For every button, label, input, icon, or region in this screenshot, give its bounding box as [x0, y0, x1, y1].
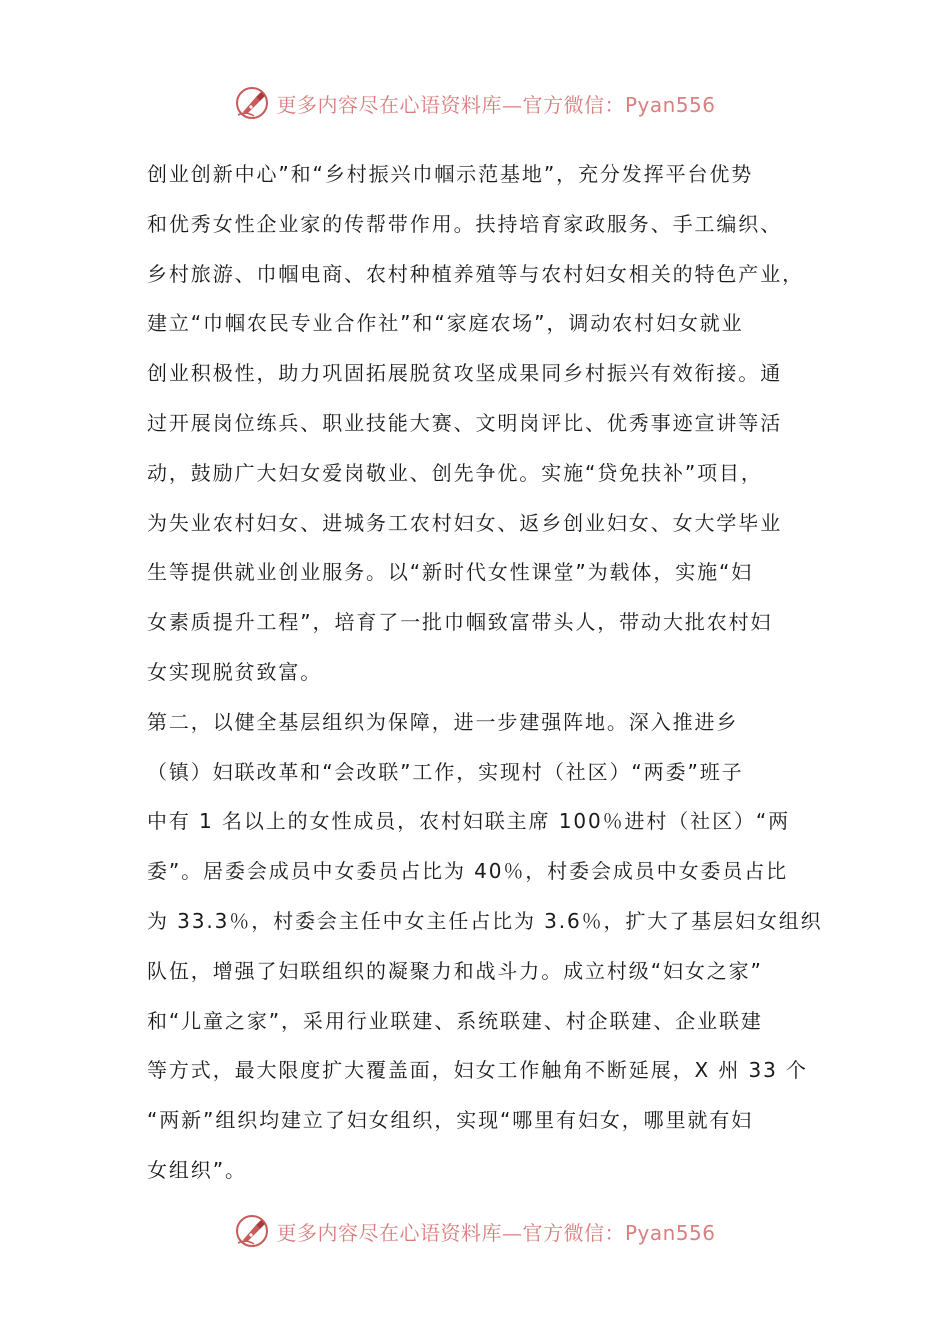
footer-wechat-id: Pyan556: [624, 1220, 716, 1245]
body-line: 队伍，增强了妇联组织的凝聚力和战斗力。成立村级“妇女之家”: [147, 958, 763, 983]
body-line: 女组织”。: [147, 1157, 247, 1182]
body-line: 女实现脱贫致富。: [147, 659, 323, 684]
body-line: 乡村旅游、巾帼电商、农村种植养殖等与农村妇女相关的特色产业，: [147, 261, 804, 286]
body-line: 等方式，最大限度扩大覆盖面，妇女工作触角不断延展，X 州 33 个: [147, 1058, 808, 1083]
body-line: 第二，以健全基层组织为保障，进一步建强阵地。深入推进乡: [147, 709, 739, 734]
footer-banner: [0, 1211, 950, 1251]
document-body: [147, 150, 823, 1196]
body-line: “两新”组织均建立了妇女组织，实现“哪里有妇女，哪里就有妇: [147, 1108, 754, 1133]
body-line: （镇）妇联改革和“会改联”工作，实现村（社区）“两委”班子: [147, 759, 744, 784]
body-line: 中有 1 名以上的女性成员，农村妇联主席 100％进村（社区）“两: [147, 809, 791, 834]
pen-nib-logo-icon: [234, 85, 270, 121]
body-line: 动，鼓励广大妇女爱岗敬业、创先争优。实施“贷免扶补”项目，: [147, 460, 763, 485]
header-wechat-id: Pyan556: [624, 92, 716, 117]
body-line: 过开展岗位练兵、职业技能大赛、文明岗评比、优秀事迹宣讲等活: [147, 410, 783, 435]
body-line: 生等提供就业创业服务。以“新时代女性课堂”为载体，实施“妇: [147, 560, 754, 585]
body-line: 和“儿童之家”，采用行业联建、系统联建、村企联建、企业联建: [147, 1008, 763, 1033]
body-line: 为 33.3％，村委会主任中女主任占比为 3.6％，扩大了基层妇女组织: [147, 908, 823, 933]
body-line: 女素质提升工程”，培育了一批巾帼致富带头人，带动大批农村妇: [147, 610, 773, 635]
header-banner-text: 更多内容尽在心语资料库—官方微信：Pyan556: [276, 92, 716, 117]
body-line: 为失业农村妇女、进城务工农村妇女、返乡创业妇女、女大学毕业: [147, 510, 783, 535]
body-line: 创业创新中心”和“乡村振兴巾帼示范基地”，充分发挥平台优势: [147, 162, 754, 186]
pen-nib-logo-icon: [234, 1213, 270, 1249]
body-line: 委”。居委会成员中女委员占比为 40％，村委会成员中女委员占比: [147, 859, 789, 884]
header-banner: [0, 83, 950, 123]
body-line: 建立“巾帼农民专业合作社”和“家庭农场”，调动农村妇女就业: [147, 311, 744, 336]
body-line: 创业积极性，助力巩固拓展脱贫攻坚成果同乡村振兴有效衔接。通: [147, 361, 783, 386]
body-line: 和优秀女性企业家的传帮带作用。扶持培育家政服务、手工编织、: [147, 211, 783, 236]
footer-banner-text: 更多内容尽在心语资料库—官方微信：Pyan556: [276, 1220, 716, 1245]
